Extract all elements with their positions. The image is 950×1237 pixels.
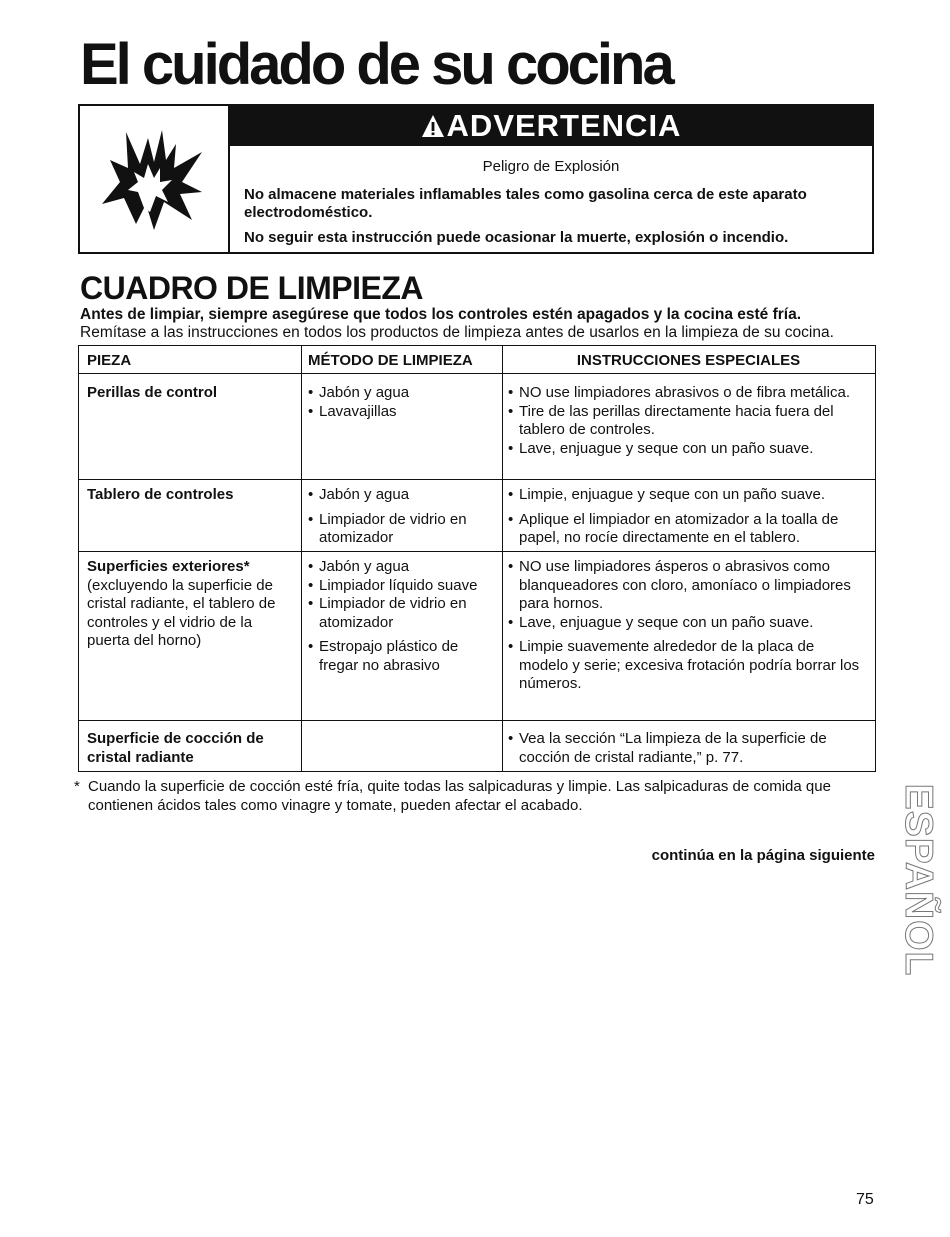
warning-line-storage: No almacene materiales inflamables tales como gasolina cerca de este aparato electrodoméstico. bbox=[244, 186, 807, 221]
instruction-item: • NO use limpiadores ásperos o abrasivos como blanqueadores con cloro, amoníaco o limpiadores para hornos. bbox=[508, 558, 864, 614]
row-instructions bbox=[508, 384, 874, 458]
instruction-item: • Vea la sección “La limpieza de la superficie de cocción de cristal radiante,” p. 77. bbox=[508, 730, 864, 767]
method-item: • Limpiador de vidrio en atomizador bbox=[308, 511, 488, 548]
side-tab-label: ESPAÑOL bbox=[897, 783, 940, 977]
row-methods bbox=[308, 558, 493, 675]
instruction-item: • NO use limpiadores abrasivos o de fibra metálica. bbox=[508, 384, 874, 403]
warning-header bbox=[230, 106, 872, 146]
row-part-note: (excluyendo la superficie de cristal radiante, el tablero de controles y el vidrio de la puerta del horno) bbox=[87, 576, 276, 649]
warning-subtitle: Peligro de Explosión bbox=[482, 158, 620, 175]
warning-box bbox=[78, 104, 874, 254]
continue-note: continúa en la página siguiente bbox=[651, 847, 875, 864]
footnote-marker: * bbox=[74, 778, 80, 795]
intro-text: Remítase a las instrucciones en todos los productos de limpieza antes de usarlos en la limpieza de su cocina. bbox=[80, 324, 834, 341]
instruction-item: • Aplique el limpiador en atomizador a la toalla de papel, no rocíe directamente en el tablero. bbox=[508, 511, 874, 548]
side-tab bbox=[896, 760, 940, 1000]
method-item: • Limpiador líquido suave bbox=[308, 577, 493, 596]
method-item: • Lavavajillas bbox=[308, 403, 496, 422]
instruction-item: • Lave, enjuague y seque con un paño suave. bbox=[508, 440, 874, 459]
warning-line-consequence: No seguir esta instrucción puede ocasionar la muerte, explosión o incendio. bbox=[244, 229, 789, 246]
page-number: 75 bbox=[856, 1191, 874, 1208]
footnote bbox=[74, 777, 879, 815]
instruction-item: • Lave, enjuague y seque con un paño suave. bbox=[508, 614, 863, 633]
row-instructions bbox=[508, 486, 874, 548]
row-part-name: Superficies exteriores* bbox=[87, 558, 250, 575]
row-part-name: Perillas de control bbox=[87, 384, 218, 401]
row-part-name: Superficie de cocción de cristal radiante bbox=[87, 730, 264, 766]
warning-header-text: ADVERTENCIA bbox=[446, 108, 682, 143]
method-item: • Estropajo plástico de fregar no abrasivo bbox=[308, 638, 479, 675]
row-part-name: Tablero de controles bbox=[87, 486, 234, 503]
method-item: • Jabón y agua bbox=[308, 384, 496, 403]
footnote-text: Cuando la superficie de cocción esté fría, quite todas las salpicaduras y limpie. Las salpicaduras de comida que contienen ácidos tales como vinagre y tomate, pueden afectar el acabado. bbox=[88, 778, 831, 814]
header-instructions: INSTRUCCIONES ESPECIALES bbox=[576, 352, 801, 369]
header-method: MÉTODO DE LIMPIEZA bbox=[308, 352, 473, 369]
section-title: CUADRO DE LIMPIEZA bbox=[80, 270, 423, 306]
instruction-item: • Limpie suavemente alrededor de la placa de modelo y serie; excesiva frotación podría borrar los números. bbox=[508, 638, 864, 694]
header-part: PIEZA bbox=[87, 352, 132, 369]
cleaning-table bbox=[78, 345, 876, 772]
row-part bbox=[87, 558, 297, 651]
method-item: • Limpiador de vidrio en atomizador bbox=[308, 595, 493, 632]
intro-bold: Antes de limpiar, siempre asegúrese que todos los controles estén apagados y la cocina esté fría. bbox=[80, 306, 802, 323]
instruction-item: • Limpie, enjuague y seque con un paño suave. bbox=[508, 486, 874, 505]
instruction-item: • Tire de las perillas directamente hacia fuera del tablero de controles. bbox=[508, 403, 839, 440]
method-item: • Jabón y agua bbox=[308, 486, 488, 505]
page-title: El cuidado de su cocina bbox=[80, 32, 672, 97]
warning-icon-panel bbox=[80, 106, 230, 252]
warning-triangle-icon bbox=[421, 114, 445, 138]
method-item: • Jabón y agua bbox=[308, 558, 493, 577]
explosion-icon bbox=[98, 124, 210, 234]
row-instructions bbox=[508, 558, 863, 694]
row-methods bbox=[308, 486, 488, 548]
row-methods bbox=[308, 384, 496, 421]
row-instructions bbox=[508, 730, 868, 767]
